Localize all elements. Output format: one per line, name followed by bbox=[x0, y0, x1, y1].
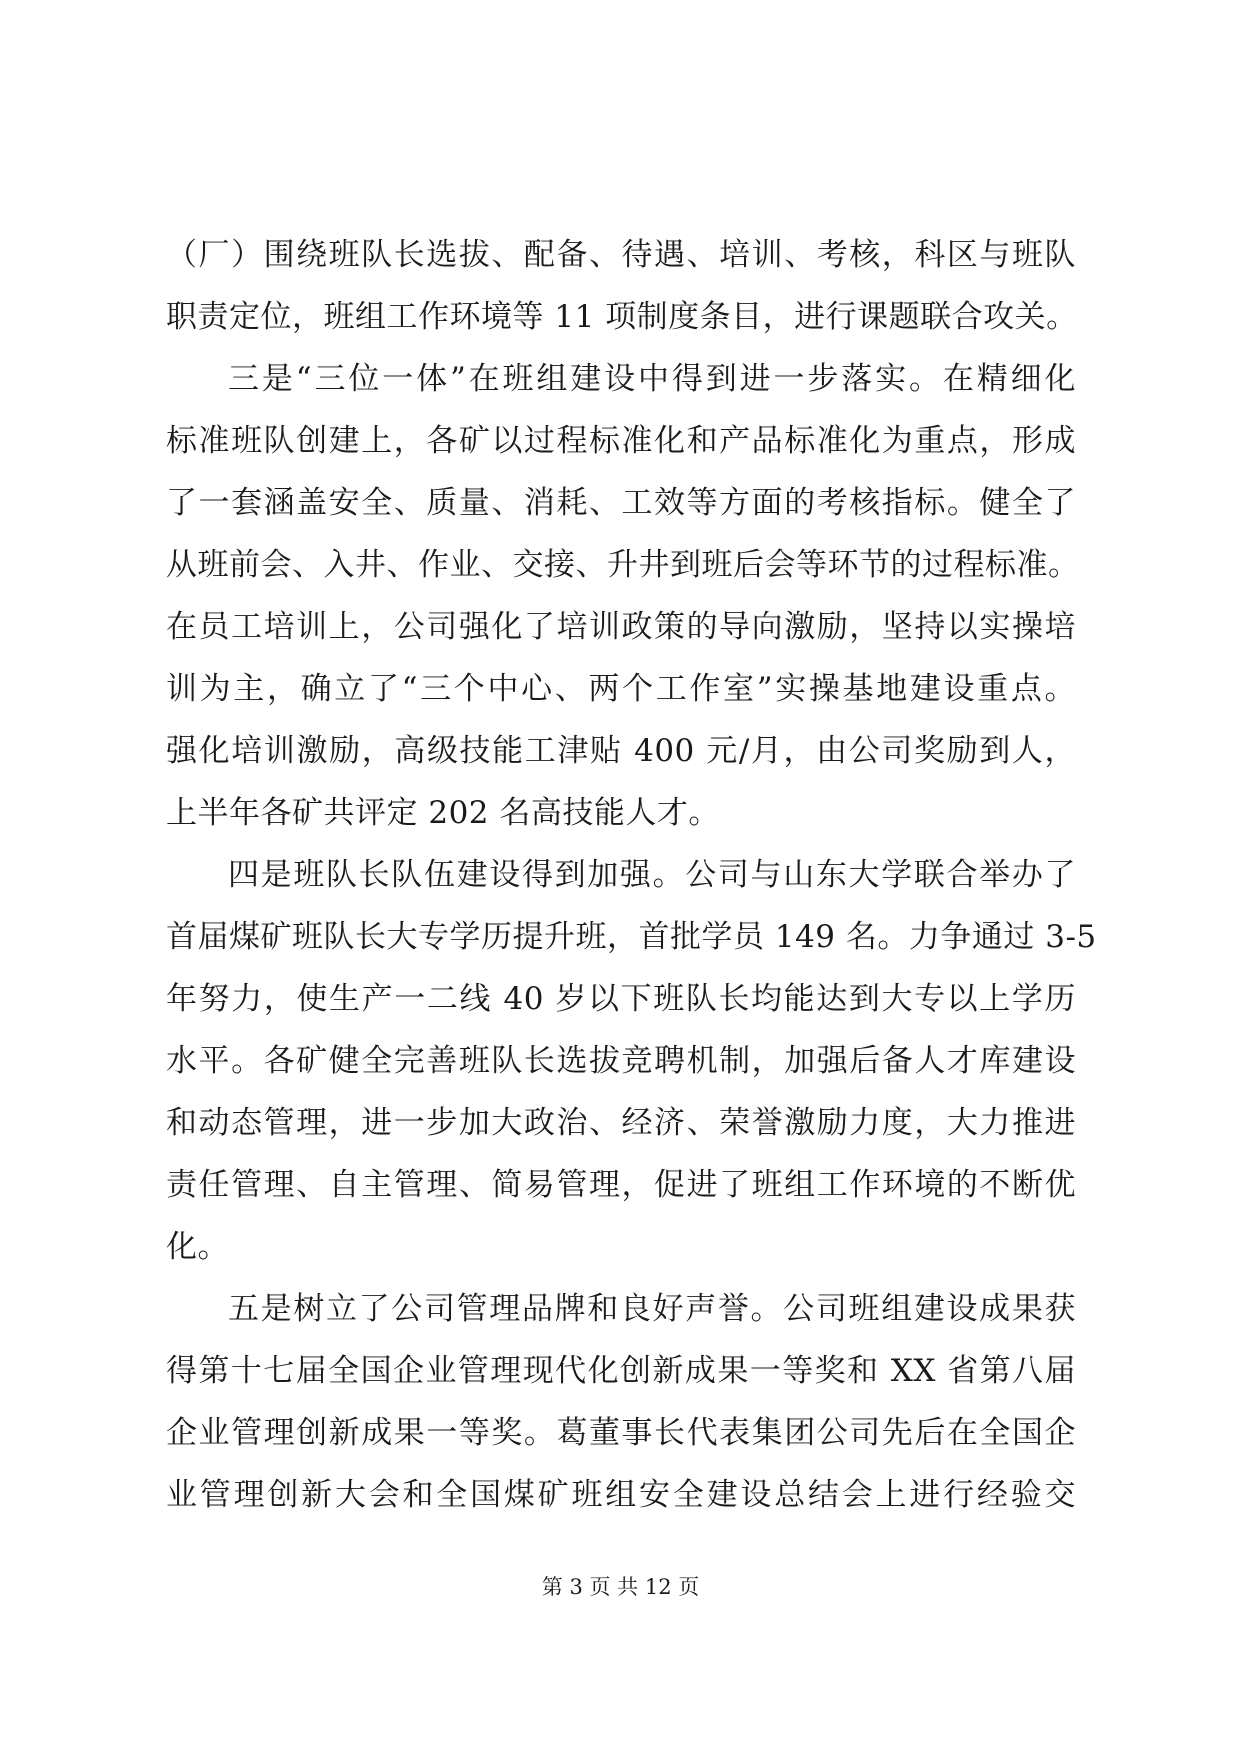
text-line: 强化培训激励，高级技能工津贴 400 元/月，由公司奖励到人， bbox=[166, 733, 1076, 769]
text-line: 年努力，使生产一二线 40 岁以下班队长均能达到大专以上学历 bbox=[166, 981, 1076, 1017]
text-line: 得第十七届全国企业管理现代化创新成果一等奖和 XX 省第八届 bbox=[166, 1353, 1076, 1389]
paragraph-start-line: 四是班队长队伍建设得到加强。公司与山东大学联合举办了 bbox=[228, 857, 1076, 893]
text-line: 在员工培训上，公司强化了培训政策的导向激励，坚持以实操培 bbox=[166, 609, 1076, 645]
text-line: 水平。各矿健全完善班队长选拔竞聘机制，加强后备人才库建设 bbox=[166, 1043, 1076, 1079]
text-line: （厂）围绕班队长选拔、配备、待遇、培训、考核，科区与班队 bbox=[166, 237, 1076, 273]
text-line: 企业管理创新成果一等奖。葛董事长代表集团公司先后在全国企 bbox=[166, 1415, 1076, 1451]
text-line: 业管理创新大会和全国煤矿班组安全建设总结会上进行经验交 bbox=[166, 1477, 1076, 1513]
body-text bbox=[166, 224, 1097, 1526]
text-line: 了一套涵盖安全、质量、消耗、工效等方面的考核指标。健全了 bbox=[166, 485, 1076, 521]
text-line: 责任管理、自主管理、简易管理，促进了班组工作环境的不断优 bbox=[166, 1167, 1076, 1203]
text-line: 上半年各矿共评定 202 名高技能人才。 bbox=[166, 795, 720, 831]
text-line: 和动态管理，进一步加大政治、经济、荣誉激励力度，大力推进 bbox=[166, 1105, 1076, 1141]
text-line: 职责定位，班组工作环境等 11 项制度条目，进行课题联合攻关。 bbox=[166, 299, 1078, 335]
text-line: 从班前会、入井、作业、交接、升井到班后会等环节的过程标准。 bbox=[166, 547, 1080, 583]
text-line: 标准班队创建上，各矿以过程标准化和产品标准化为重点，形成 bbox=[166, 423, 1076, 459]
text-line: 首届煤矿班队长大专学历提升班，首批学员 149 名。力争通过 3-5 bbox=[166, 919, 1097, 955]
paragraph-start-line: 三是“三位一体”在班组建设中得到进一步落实。在精细化 bbox=[228, 361, 1076, 397]
text-line: 化。 bbox=[166, 1229, 229, 1265]
page-number-footer: 第 3 页 共 12 页 bbox=[541, 1575, 700, 1599]
text-line: 训为主，确立了“三个中心、两个工作室”实操基地建设重点。 bbox=[166, 671, 1076, 707]
paragraph-start-line: 五是树立了公司管理品牌和良好声誉。公司班组建设成果获 bbox=[228, 1291, 1076, 1327]
